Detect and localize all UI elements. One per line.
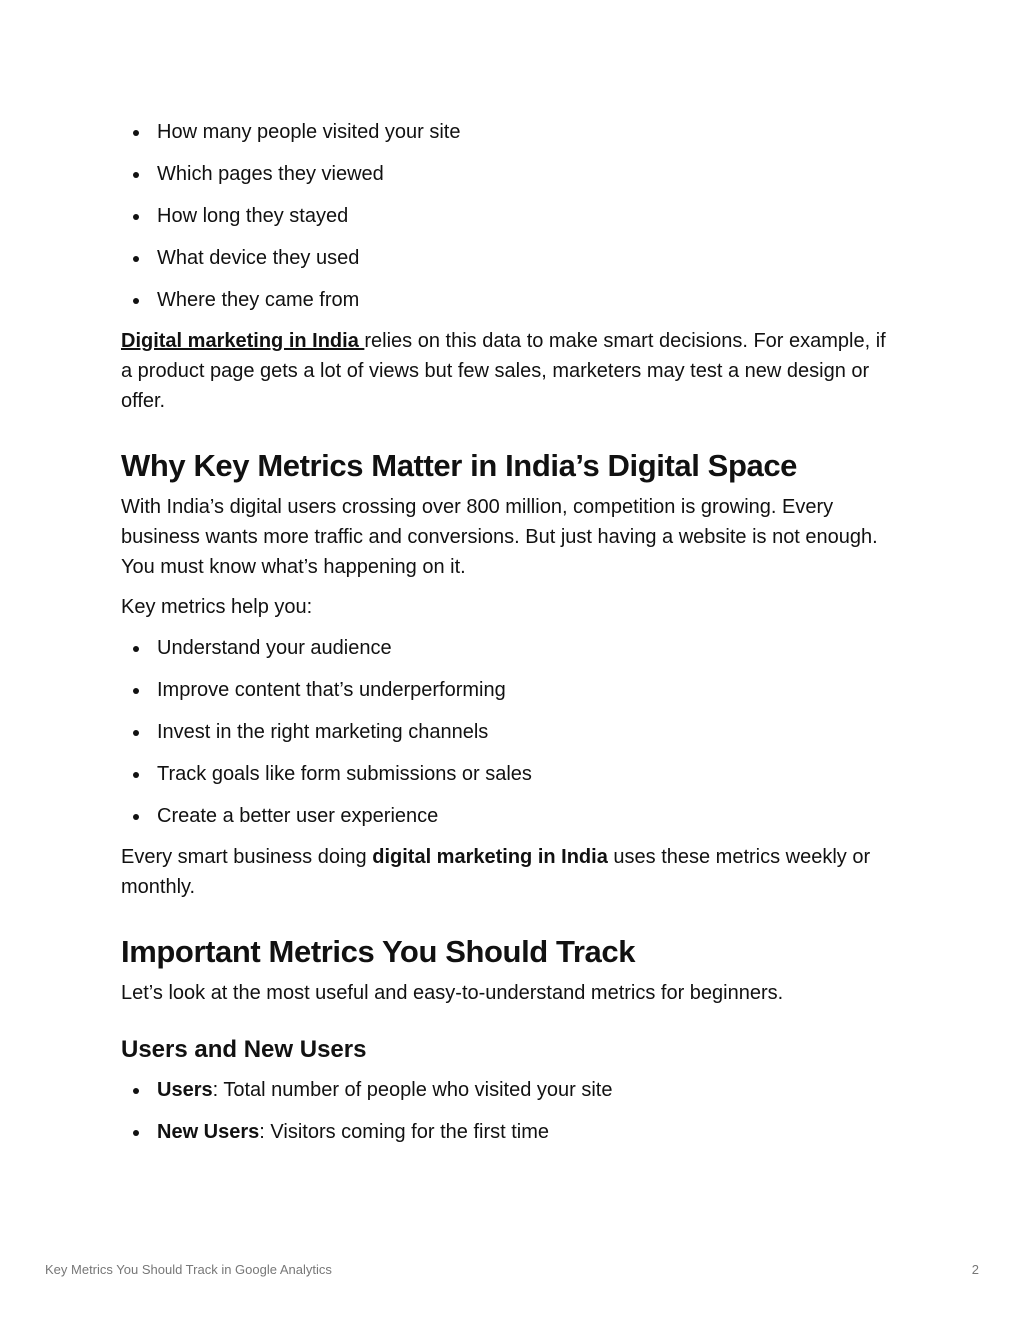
list-item: Users: Total number of people who visited your site bbox=[121, 1076, 901, 1104]
section-paragraph: With India’s digital users crossing over 800 million, competition is growing. Every business wants more traffic and conversions. But just having a website is not enough. You must know what’s happening on it. bbox=[121, 496, 878, 578]
list-item: Create a better user experience bbox=[121, 802, 901, 830]
term: New Users bbox=[157, 1121, 260, 1143]
section-paragraph: Let’s look at the most useful and easy-to-understand metrics for beginners. bbox=[121, 982, 784, 1004]
list-item: How long they stayed bbox=[121, 202, 901, 230]
bold-keyword: digital marketing in India bbox=[372, 846, 608, 868]
section-heading-key-metrics-matter: Why Key Metrics Matter in India’s Digital Space bbox=[121, 448, 798, 483]
list-item: Which pages they viewed bbox=[121, 160, 901, 188]
closing-paragraph: Every smart business doing digital marketing in India uses these metrics weekly or monthly. bbox=[121, 846, 871, 898]
section-heading-important-metrics: Important Metrics You Should Track bbox=[121, 934, 636, 969]
page-number: 2 bbox=[971, 1262, 979, 1277]
intro-paragraph bbox=[121, 326, 901, 416]
benefits-list bbox=[121, 634, 901, 830]
footer-title: Key Metrics You Should Track in Google Analytics bbox=[45, 1262, 332, 1277]
list-item: Understand your audience bbox=[121, 634, 901, 662]
list-item: Invest in the right marketing channels bbox=[121, 718, 901, 746]
list-item: How many people visited your site bbox=[121, 118, 901, 146]
users-list bbox=[121, 1076, 901, 1146]
intro-paragraph-text: relies on this data to make smart decisions. For example, if a product page gets a lot of views but few sales, marketers may test a new design or offer. bbox=[121, 330, 886, 412]
list-item: New Users: Visitors coming for the first time bbox=[121, 1118, 901, 1146]
list-item: What device they used bbox=[121, 244, 901, 272]
digital-marketing-link[interactable]: Digital marketing in India bbox=[121, 330, 365, 352]
intro-list bbox=[121, 118, 901, 314]
page-content bbox=[121, 118, 901, 1160]
subheading-users: Users and New Users bbox=[121, 1036, 367, 1063]
list-lead: Key metrics help you: bbox=[121, 596, 313, 618]
list-item: Improve content that’s underperforming bbox=[121, 676, 901, 704]
term: Users bbox=[157, 1079, 213, 1101]
list-item: Track goals like form submissions or sales bbox=[121, 760, 901, 788]
list-item: Where they came from bbox=[121, 286, 901, 314]
